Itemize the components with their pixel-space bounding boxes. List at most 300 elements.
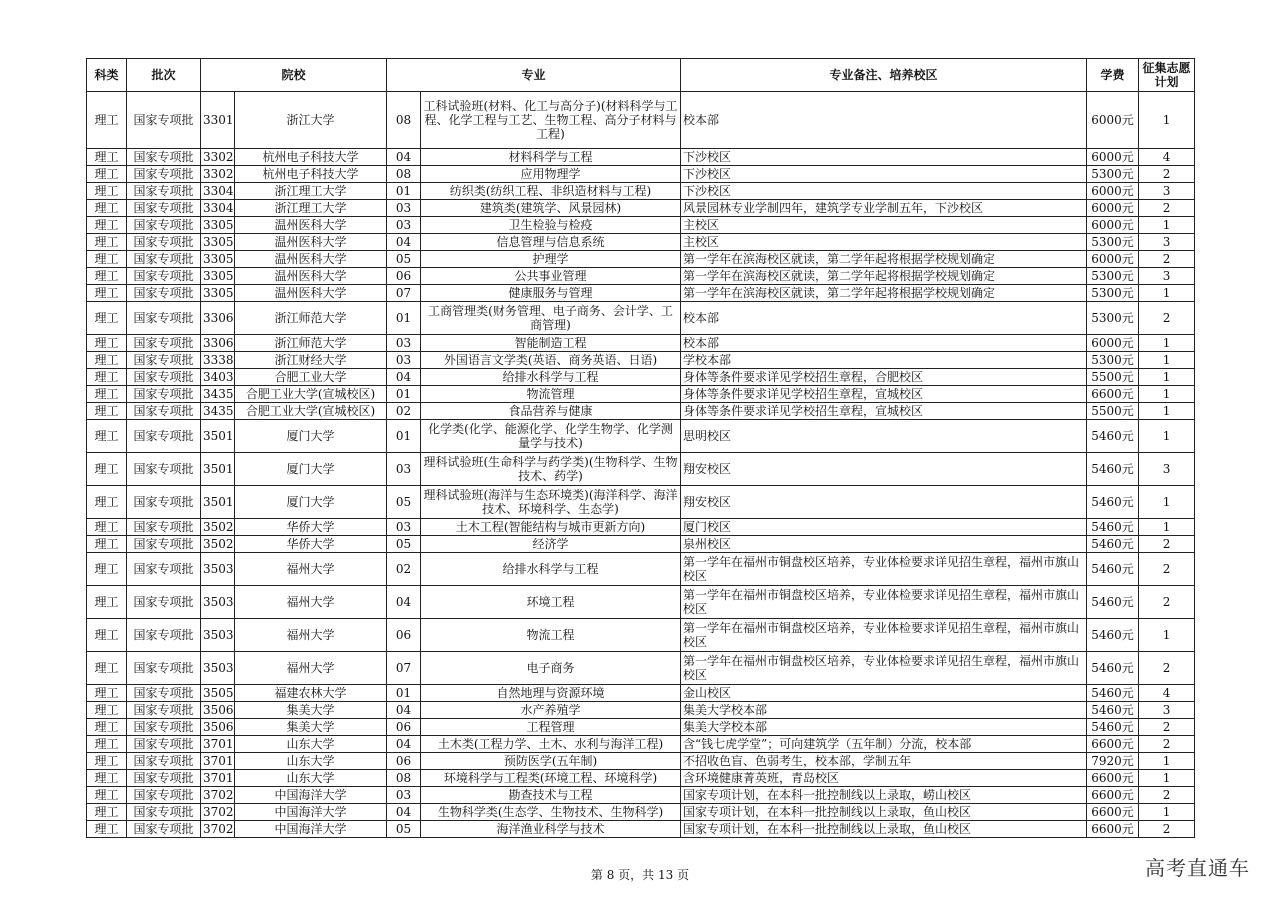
cell-category: 理工 [87,702,127,719]
cell-notes: 集美大学校本部 [681,702,1087,719]
table-row [87,386,1195,403]
cell-major: 物流工程 [421,619,681,652]
cell-fee: 5460元 [1087,553,1139,586]
cell-major-code: 07 [387,285,421,302]
table-row [87,268,1195,285]
cell-school-code: 3502 [201,519,235,536]
cell-school: 福州大学 [235,652,387,685]
cell-major-code: 03 [387,787,421,804]
cell-batch: 国家专项批 [127,369,201,386]
cell-major-code: 03 [387,200,421,217]
cell-batch: 国家专项批 [127,736,201,753]
table-row [87,685,1195,702]
cell-plan: 2 [1139,821,1195,838]
cell-plan: 1 [1139,619,1195,652]
cell-category: 理工 [87,519,127,536]
cell-school-code: 3502 [201,536,235,553]
cell-fee: 6600元 [1087,770,1139,787]
cell-major: 纺织类(纺织工程、非织造材料与工程) [421,183,681,200]
cell-school: 温州医科大学 [235,285,387,302]
cell-major-code: 03 [387,335,421,352]
cell-school-code: 3702 [201,787,235,804]
cell-batch: 国家专项批 [127,285,201,302]
cell-plan: 2 [1139,536,1195,553]
table-row [87,251,1195,268]
cell-notes: 含“钱七虎学堂”；可向建筑学（五年制）分流，校本部 [681,736,1087,753]
cell-school-code: 3304 [201,200,235,217]
cell-school: 温州医科大学 [235,234,387,251]
cell-major: 海洋渔业科学与技术 [421,821,681,838]
cell-fee: 5500元 [1087,369,1139,386]
cell-notes: 下沙校区 [681,149,1087,166]
cell-category: 理工 [87,369,127,386]
cell-fee: 5500元 [1087,403,1139,420]
cell-school: 浙江师范大学 [235,335,387,352]
cell-school-code: 3701 [201,736,235,753]
table-row [87,652,1195,685]
cell-notes: 学校本部 [681,352,1087,369]
cell-school-code: 3701 [201,753,235,770]
cell-major: 电子商务 [421,652,681,685]
cell-category: 理工 [87,453,127,486]
cell-category: 理工 [87,586,127,619]
cell-school-code: 3403 [201,369,235,386]
cell-school: 浙江师范大学 [235,302,387,335]
cell-batch: 国家专项批 [127,787,201,804]
cell-school-code: 3305 [201,251,235,268]
cell-category: 理工 [87,200,127,217]
cell-plan: 2 [1139,652,1195,685]
cell-school-code: 3501 [201,453,235,486]
cell-notes: 主校区 [681,234,1087,251]
cell-fee: 6000元 [1087,200,1139,217]
cell-category: 理工 [87,217,127,234]
table-row [87,166,1195,183]
table-row [87,536,1195,553]
cell-school: 山东大学 [235,770,387,787]
cell-batch: 国家专项批 [127,268,201,285]
table-row [87,369,1195,386]
cell-batch: 国家专项批 [127,217,201,234]
table-row [87,420,1195,453]
table-row [87,586,1195,619]
cell-category: 理工 [87,420,127,453]
cell-fee: 5460元 [1087,486,1139,519]
cell-notes: 第一学年在福州市铜盘校区培养，专业体检要求详见招生章程，福州市旗山校区 [681,619,1087,652]
cell-school: 厦门大学 [235,453,387,486]
cell-plan: 2 [1139,719,1195,736]
cell-major-code: 08 [387,166,421,183]
cell-notes: 翔安校区 [681,453,1087,486]
cell-school: 浙江财经大学 [235,352,387,369]
cell-notes: 下沙校区 [681,166,1087,183]
cell-major-code: 03 [387,519,421,536]
cell-plan: 4 [1139,149,1195,166]
cell-fee: 6600元 [1087,804,1139,821]
cell-notes: 身体等条件要求详见学校招生章程，宣城校区 [681,386,1087,403]
cell-school-code: 3305 [201,217,235,234]
cell-plan: 3 [1139,183,1195,200]
cell-school-code: 3302 [201,166,235,183]
table-row [87,200,1195,217]
cell-plan: 2 [1139,166,1195,183]
table-row [87,302,1195,335]
cell-plan: 2 [1139,302,1195,335]
cell-major: 材料科学与工程 [421,149,681,166]
table-row [87,183,1195,200]
cell-school: 温州医科大学 [235,217,387,234]
cell-school-code: 3304 [201,183,235,200]
cell-plan: 1 [1139,285,1195,302]
cell-category: 理工 [87,787,127,804]
cell-major: 给排水科学与工程 [421,553,681,586]
cell-school-code: 3501 [201,420,235,453]
cell-school-code: 3301 [201,92,235,149]
cell-plan: 2 [1139,736,1195,753]
cell-fee: 5460元 [1087,586,1139,619]
cell-major: 土木类(工程力学、土木、水利与海洋工程) [421,736,681,753]
cell-major: 水产养殖学 [421,702,681,719]
cell-plan: 1 [1139,92,1195,149]
cell-school: 集美大学 [235,719,387,736]
cell-plan: 3 [1139,268,1195,285]
cell-plan: 3 [1139,702,1195,719]
cell-fee: 6000元 [1087,217,1139,234]
cell-major-code: 06 [387,619,421,652]
cell-major: 物流管理 [421,386,681,403]
cell-notes: 集美大学校本部 [681,719,1087,736]
page-footer: 第 8 页，共 13 页 [590,868,690,882]
table-row [87,285,1195,302]
cell-major-code: 02 [387,553,421,586]
table-row [87,787,1195,804]
cell-notes: 国家专项计划，在本科一批控制线以上录取，鱼山校区 [681,821,1087,838]
cell-school-code: 3503 [201,586,235,619]
header-category: 科类 [87,59,127,92]
cell-major: 护理学 [421,251,681,268]
cell-batch: 国家专项批 [127,586,201,619]
cell-plan: 2 [1139,251,1195,268]
cell-fee: 5460元 [1087,453,1139,486]
cell-plan: 2 [1139,787,1195,804]
table-body [87,92,1195,838]
cell-plan: 1 [1139,486,1195,519]
cell-major: 理科试验班(海洋与生态环境类)(海洋科学、海洋技术、环境科学、生态学) [421,486,681,519]
cell-major: 建筑类(建筑学、风景园林) [421,200,681,217]
cell-school: 中国海洋大学 [235,787,387,804]
cell-batch: 国家专项批 [127,652,201,685]
cell-category: 理工 [87,619,127,652]
cell-batch: 国家专项批 [127,536,201,553]
cell-major: 土木工程(智能结构与城市更新方向) [421,519,681,536]
cell-major-code: 01 [387,420,421,453]
cell-notes: 含环境健康菁英班，青岛校区 [681,770,1087,787]
cell-notes: 主校区 [681,217,1087,234]
cell-category: 理工 [87,536,127,553]
cell-category: 理工 [87,335,127,352]
cell-major-code: 08 [387,92,421,149]
cell-fee: 6600元 [1087,736,1139,753]
cell-school-code: 3306 [201,302,235,335]
cell-fee: 6000元 [1087,183,1139,200]
cell-fee: 5300元 [1087,302,1139,335]
cell-school: 合肥工业大学(宣城校区) [235,386,387,403]
cell-category: 理工 [87,652,127,685]
cell-major-code: 04 [387,736,421,753]
cell-school-code: 3501 [201,486,235,519]
cell-batch: 国家专项批 [127,486,201,519]
table-header-row [87,59,1195,92]
cell-batch: 国家专项批 [127,352,201,369]
cell-notes: 下沙校区 [681,183,1087,200]
cell-batch: 国家专项批 [127,234,201,251]
cell-category: 理工 [87,753,127,770]
cell-school: 中国海洋大学 [235,821,387,838]
cell-major-code: 01 [387,386,421,403]
table-row [87,821,1195,838]
cell-category: 理工 [87,770,127,787]
cell-major-code: 03 [387,217,421,234]
cell-school-code: 3506 [201,702,235,719]
cell-fee: 6600元 [1087,787,1139,804]
cell-plan: 1 [1139,386,1195,403]
cell-major: 环境工程 [421,586,681,619]
cell-notes: 身体等条件要求详见学校招生章程，宣城校区 [681,403,1087,420]
cell-category: 理工 [87,553,127,586]
table-row [87,702,1195,719]
cell-school-code: 3305 [201,285,235,302]
cell-fee: 6000元 [1087,251,1139,268]
cell-notes: 风景园林专业学制四年，建筑学专业学制五年，下沙校区 [681,200,1087,217]
cell-major-code: 01 [387,685,421,702]
header-fee: 学费 [1087,59,1139,92]
cell-category: 理工 [87,149,127,166]
cell-category: 理工 [87,821,127,838]
cell-school: 浙江大学 [235,92,387,149]
cell-major: 给排水科学与工程 [421,369,681,386]
cell-school: 山东大学 [235,753,387,770]
cell-fee: 6600元 [1087,821,1139,838]
cell-fee: 5300元 [1087,234,1139,251]
cell-batch: 国家专项批 [127,770,201,787]
cell-category: 理工 [87,719,127,736]
cell-school-code: 3701 [201,770,235,787]
table-row [87,804,1195,821]
cell-major-code: 04 [387,149,421,166]
cell-plan: 2 [1139,200,1195,217]
cell-plan: 1 [1139,519,1195,536]
table-row [87,719,1195,736]
cell-school: 浙江理工大学 [235,183,387,200]
enrollment-table [86,58,1195,838]
cell-notes: 校本部 [681,302,1087,335]
cell-major-code: 04 [387,702,421,719]
cell-major-code: 06 [387,268,421,285]
table-row [87,352,1195,369]
cell-major: 食品营养与健康 [421,403,681,420]
cell-plan: 2 [1139,553,1195,586]
cell-school-code: 3505 [201,685,235,702]
cell-fee: 5300元 [1087,352,1139,369]
cell-notes: 金山校区 [681,685,1087,702]
cell-category: 理工 [87,183,127,200]
cell-major: 理科试验班(生命科学与药学类)(生物科学、生物技术、药学) [421,453,681,486]
cell-school-code: 3435 [201,386,235,403]
cell-fee: 6000元 [1087,335,1139,352]
table-row [87,519,1195,536]
cell-fee: 5300元 [1087,166,1139,183]
table-row [87,335,1195,352]
cell-batch: 国家专项批 [127,149,201,166]
cell-notes: 泉州校区 [681,536,1087,553]
cell-school: 华侨大学 [235,519,387,536]
cell-major: 自然地理与资源环境 [421,685,681,702]
cell-category: 理工 [87,302,127,335]
cell-school: 福州大学 [235,586,387,619]
table-row [87,453,1195,486]
cell-school: 杭州电子科技大学 [235,149,387,166]
watermark: 高考直通车 [1145,856,1250,880]
cell-major-code: 03 [387,352,421,369]
cell-notes: 校本部 [681,335,1087,352]
cell-batch: 国家专项批 [127,685,201,702]
cell-category: 理工 [87,251,127,268]
cell-major: 工科试验班(材料、化工与高分子)(材料科学与工程、化学工程与工艺、生物工程、高分子材料与工程) [421,92,681,149]
cell-major: 预防医学(五年制) [421,753,681,770]
cell-major-code: 03 [387,453,421,486]
table-row [87,92,1195,149]
header-plan: 征集志愿计划 [1139,59,1195,92]
cell-fee: 5460元 [1087,685,1139,702]
table-row [87,736,1195,753]
cell-notes: 翔安校区 [681,486,1087,519]
cell-major-code: 06 [387,753,421,770]
cell-school: 合肥工业大学(宣城校区) [235,403,387,420]
cell-fee: 5460元 [1087,519,1139,536]
cell-major: 生物科学类(生态学、生物技术、生物科学) [421,804,681,821]
header-school: 院校 [201,59,387,92]
cell-notes: 思明校区 [681,420,1087,453]
table-row [87,619,1195,652]
cell-notes: 第一学年在福州市铜盘校区培养，专业体检要求详见招生章程，福州市旗山校区 [681,553,1087,586]
cell-batch: 国家专项批 [127,453,201,486]
cell-category: 理工 [87,285,127,302]
cell-category: 理工 [87,804,127,821]
cell-school: 浙江理工大学 [235,200,387,217]
cell-school-code: 3305 [201,234,235,251]
cell-notes: 校本部 [681,92,1087,149]
cell-major: 应用物理学 [421,166,681,183]
cell-plan: 1 [1139,335,1195,352]
cell-batch: 国家专项批 [127,804,201,821]
header-major: 专业 [387,59,681,92]
cell-fee: 6000元 [1087,92,1139,149]
cell-batch: 国家专项批 [127,200,201,217]
cell-school-code: 3506 [201,719,235,736]
cell-batch: 国家专项批 [127,403,201,420]
cell-fee: 6600元 [1087,386,1139,403]
cell-school-code: 3702 [201,804,235,821]
cell-batch: 国家专项批 [127,519,201,536]
cell-school: 厦门大学 [235,486,387,519]
cell-batch: 国家专项批 [127,302,201,335]
cell-school-code: 3305 [201,268,235,285]
cell-notes: 不招收色盲、色弱考生，校本部，学制五年 [681,753,1087,770]
cell-category: 理工 [87,486,127,519]
header-notes: 专业备注、培养校区 [681,59,1087,92]
cell-major: 卫生检验与检疫 [421,217,681,234]
cell-category: 理工 [87,352,127,369]
cell-batch: 国家专项批 [127,553,201,586]
cell-school: 中国海洋大学 [235,804,387,821]
cell-school: 福州大学 [235,619,387,652]
table-row [87,403,1195,420]
cell-category: 理工 [87,685,127,702]
table-row [87,486,1195,519]
cell-category: 理工 [87,166,127,183]
cell-batch: 国家专项批 [127,702,201,719]
cell-plan: 1 [1139,403,1195,420]
cell-fee: 5300元 [1087,285,1139,302]
cell-school-code: 3503 [201,619,235,652]
cell-batch: 国家专项批 [127,92,201,149]
cell-school: 福建农林大学 [235,685,387,702]
cell-school: 华侨大学 [235,536,387,553]
cell-school: 合肥工业大学 [235,369,387,386]
cell-fee: 7920元 [1087,753,1139,770]
cell-plan: 4 [1139,685,1195,702]
cell-school: 福州大学 [235,553,387,586]
cell-major-code: 04 [387,586,421,619]
cell-school-code: 3503 [201,652,235,685]
cell-major: 公共事业管理 [421,268,681,285]
table-row [87,149,1195,166]
cell-category: 理工 [87,234,127,251]
cell-plan: 2 [1139,586,1195,619]
cell-school: 山东大学 [235,736,387,753]
cell-major-code: 05 [387,251,421,268]
cell-major-code: 02 [387,403,421,420]
cell-notes: 第一学年在滨海校区就读，第二学年起将根据学校规划确定 [681,285,1087,302]
cell-batch: 国家专项批 [127,420,201,453]
cell-plan: 1 [1139,804,1195,821]
cell-major-code: 01 [387,302,421,335]
cell-major: 健康服务与管理 [421,285,681,302]
cell-major-code: 06 [387,719,421,736]
cell-school: 温州医科大学 [235,268,387,285]
cell-major-code: 05 [387,821,421,838]
cell-major-code: 04 [387,369,421,386]
cell-school-code: 3302 [201,149,235,166]
cell-major-code: 01 [387,183,421,200]
cell-plan: 3 [1139,234,1195,251]
cell-school: 杭州电子科技大学 [235,166,387,183]
cell-fee: 5460元 [1087,619,1139,652]
cell-plan: 3 [1139,453,1195,486]
cell-batch: 国家专项批 [127,719,201,736]
cell-fee: 6000元 [1087,149,1139,166]
cell-major: 经济学 [421,536,681,553]
cell-major-code: 04 [387,234,421,251]
cell-plan: 1 [1139,217,1195,234]
cell-major: 勘查技术与工程 [421,787,681,804]
cell-fee: 5460元 [1087,719,1139,736]
cell-notes: 第一学年在福州市铜盘校区培养，专业体检要求详见招生章程，福州市旗山校区 [681,586,1087,619]
header-batch: 批次 [127,59,201,92]
cell-major-code: 05 [387,486,421,519]
table-row [87,553,1195,586]
cell-major-code: 08 [387,770,421,787]
